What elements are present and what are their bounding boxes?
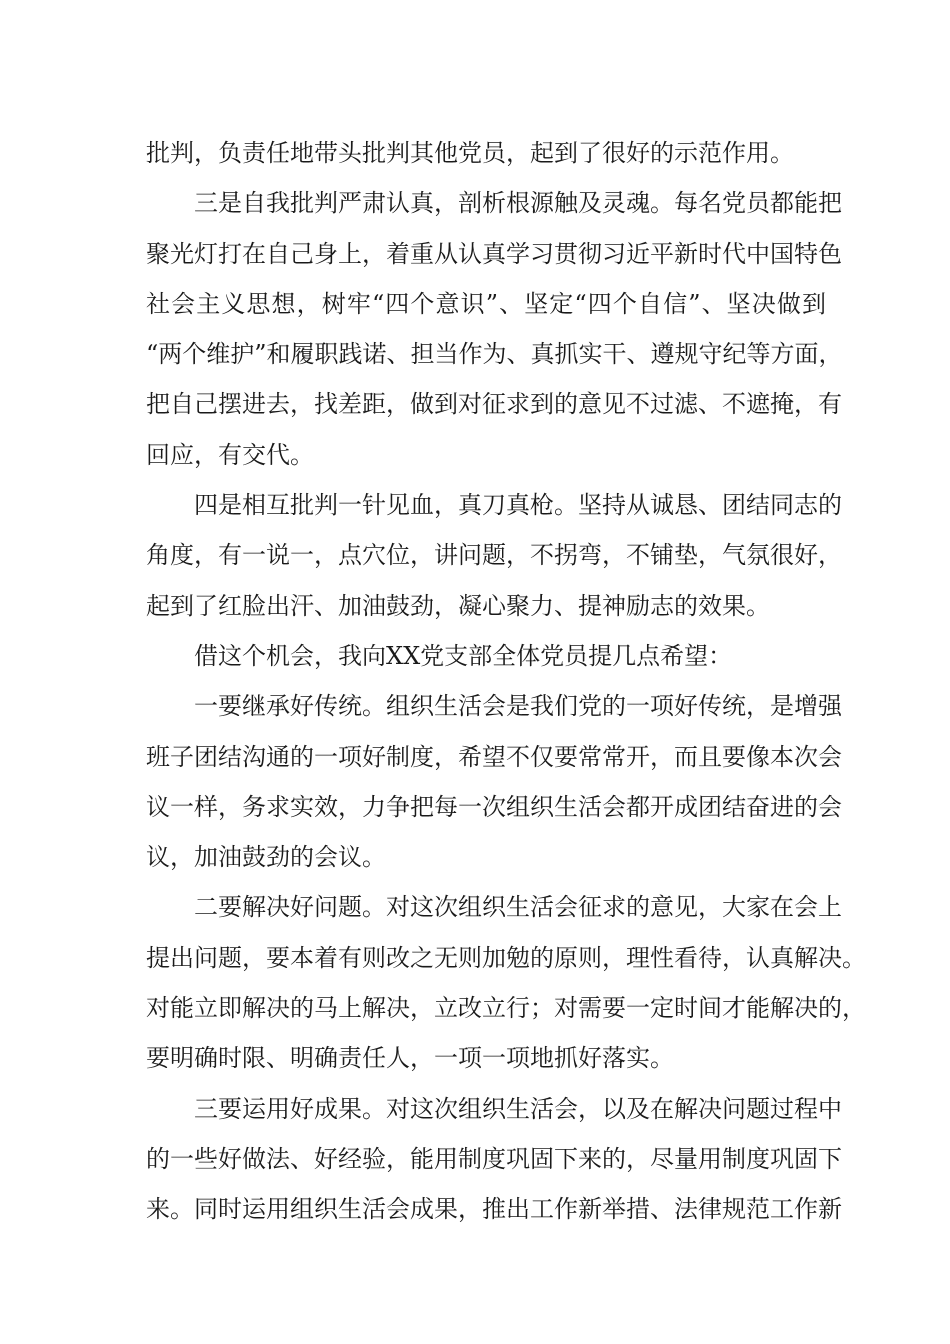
text-line: 对能立即解决的马上解决，立改立行；对需要一定时间才能解决的，	[146, 994, 866, 1023]
paragraph-first-line: 二要解决好问题。对这次组织生活会征求的意见，大家在会上	[194, 893, 842, 922]
paragraph-first-line: 四是相互批判一针见血，真刀真枪。坚持从诚恳、团结同志的	[194, 491, 842, 520]
text-line: 来。同时运用组织生活会成果，推出工作新举措、法律规范工作新	[146, 1195, 842, 1224]
text-line: 批判，负责任地带头批判其他党员，起到了很好的示范作用。	[146, 139, 794, 167]
text-line: 把自己摆进去，找差距，做到对征求到的意见不过滤、不遮掩，有	[146, 390, 842, 419]
text-line: 班子团结沟通的一项好制度，希望不仅要常常开，而且要像本次会	[146, 742, 842, 771]
paragraph-first-line: 三是自我批判严肃认真，剖析根源触及灵魂。每名党员都能把	[194, 189, 842, 218]
text-line: 起到了红脸出汗、加油鼓劲，凝心聚力、提神励志的效果。	[146, 591, 770, 620]
paragraph-first-line: 借这个机会，我向XX党支部全体党员提几点希望：	[194, 641, 733, 670]
text-line: 提出问题，要本着有则改之无则加勉的原则，理性看待，认真解决。	[146, 943, 866, 972]
text-line: 的一些好做法、好经验，能用制度巩固下来的，尽量用制度巩固下	[146, 1144, 842, 1173]
text-line: “两个维护”和履职践诺、担当作为、真抓实干、遵规守纪等方面，	[146, 340, 843, 369]
document-body	[146, 128, 866, 1235]
text-line: 要明确时限、明确责任人，一项一项地抓好落实。	[146, 1044, 674, 1073]
text-line: 角度，有一说一，点穴位，讲问题，不拐弯，不铺垫，气氛很好，	[146, 541, 842, 570]
text-line: 议，加油鼓劲的会议。	[146, 843, 386, 872]
paragraph-first-line: 一要继承好传统。组织生活会是我们党的一项好传统，是增强	[194, 692, 842, 721]
text-line: 聚光灯打在自己身上，着重从认真学习贯彻习近平新时代中国特色	[146, 239, 842, 268]
paragraph-first-line: 三要运用好成果。对这次组织生活会，以及在解决问题过程中	[194, 1094, 842, 1123]
text-line: 社会主义思想，树牢“四个意识”、坚定“四个自信”、坚决做到	[146, 289, 826, 318]
text-line: 议一样，务求实效，力争把每一次组织生活会都开成团结奋进的会	[146, 792, 842, 821]
text-line: 回应，有交代。	[146, 440, 314, 469]
